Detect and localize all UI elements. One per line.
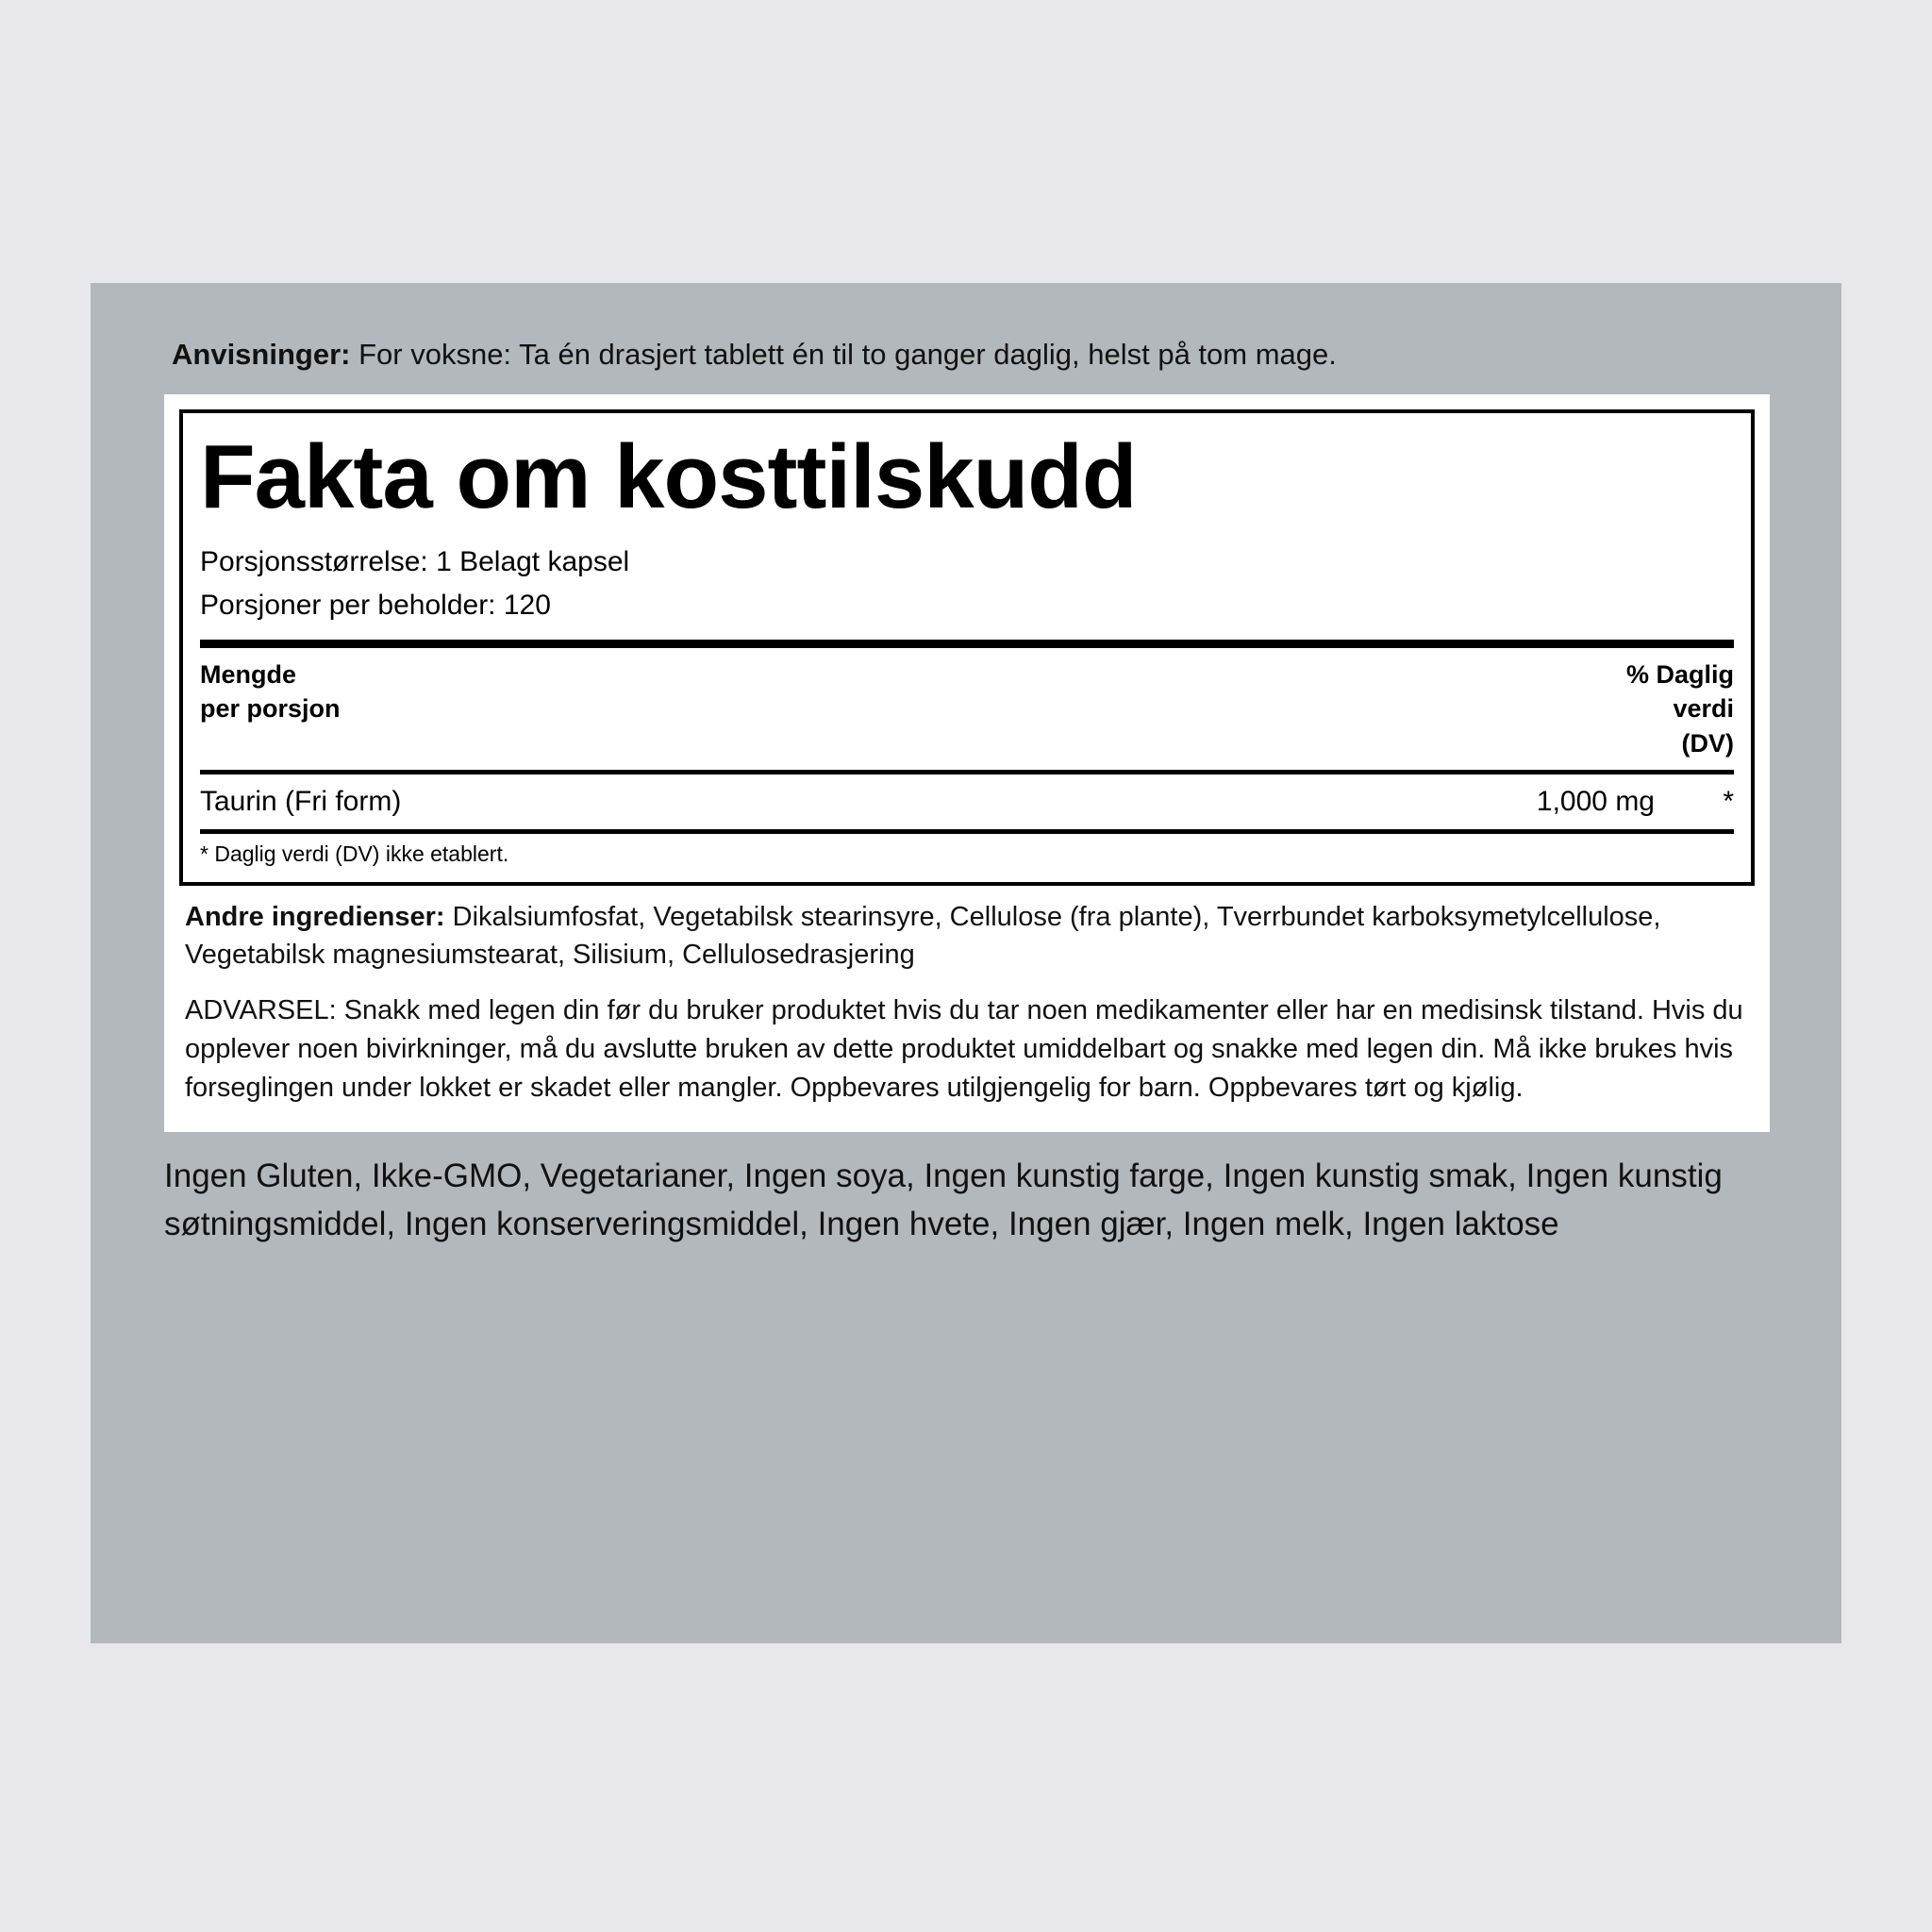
amount-header-line2: per porsjon xyxy=(200,694,341,724)
other-ingredients-block xyxy=(164,886,1770,974)
warning-block xyxy=(164,974,1770,1133)
supplement-label-panel xyxy=(91,283,1841,1643)
free-of-claims: Ingen Gluten, Ikke-GMO, Vegetarianer, Ingen soya, Ingen kunstig farge, Ingen kunstig smak, Ingen kunstig søtningsmiddel, Ingen konserveringsmiddel, Ingen hvete, Ingen gjær, Ingen melk, Ingen laktose xyxy=(164,1158,1723,1242)
amount-header-row xyxy=(200,648,1734,770)
servings-per-container: Porsjoner per beholder: 120 xyxy=(200,590,551,622)
directions-text: For voksne: Ta én drasjert tablett én til to ganger daglig, helst på tom mage. xyxy=(358,338,1337,371)
directions-line xyxy=(172,336,1775,374)
warning-text: Snakk med legen din før du bruker produktet hvis du tar noen medikamenter eller har en medisinsk tilstand. Hvis du opplever noen bivirkninger, må du avslutte bruken av dette produktet umiddelbart og snakke med legen din. Må ikke brukes hvis forseglingen under lokket er skadet eller mangler. Oppbevares utilgjengelig for barn. Oppbevares tørt og kjølig. xyxy=(185,994,1743,1103)
supplement-facts-title: Fakta om kosttilskudd xyxy=(200,426,1137,527)
supplement-facts-box xyxy=(179,409,1755,886)
divider-thick-top xyxy=(200,640,1734,648)
dv-header-line3: (DV) xyxy=(1681,728,1734,758)
amount-header-line1: Mengde xyxy=(200,659,297,689)
other-ingredients-label: Andre ingredienser: xyxy=(185,902,445,933)
daily-value-header xyxy=(1626,658,1734,760)
table-row xyxy=(200,774,1734,829)
dv-header-line1: % Daglig xyxy=(1625,659,1734,689)
amount-per-serving-header xyxy=(200,658,341,726)
warning-label: ADVARSEL: xyxy=(185,994,337,1025)
nutrient-daily-value: * xyxy=(1723,786,1734,818)
label-white-card xyxy=(164,394,1770,1132)
daily-value-footnote: * Daglig verdi (DV) ikke etablert. xyxy=(200,841,509,867)
serving-size: Porsjonsstørrelse: 1 Belagt kapsel xyxy=(200,545,630,577)
nutrient-amount: 1,000 mg xyxy=(1536,786,1655,818)
nutrient-name: Taurin (Fri form) xyxy=(200,786,402,818)
dv-header-line2: verdi xyxy=(1673,694,1734,724)
directions-label: Anvisninger: xyxy=(172,338,351,371)
other-ingredients-text: Dikalsiumfosfat, Vegetabilsk stearinsyre, Cellulose (fra plante), Tverrbundet karboksymetylcellulose, Vegetabilsk magnesiumstearat, Silisium, Cellulosedrasjering xyxy=(185,902,1661,970)
